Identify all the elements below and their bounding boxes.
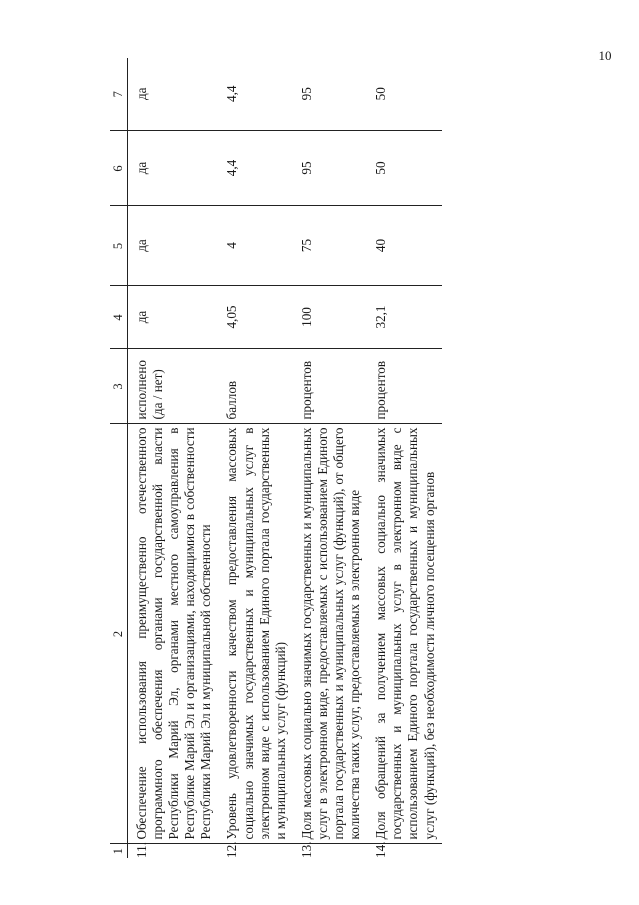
unit-cell: исполнено (да / нет) [128, 349, 219, 424]
unit-cell: процентов [367, 349, 441, 424]
column-header: 6 [110, 131, 128, 206]
indicator-description: Уровень удовлетворенности качеством предоставления массовых социально значимых государственных и муниципальных услуг в электронном виде с использованием Единого портала государственных и муниципальных услуг (функций) [218, 424, 292, 844]
value-cell: 95 [293, 131, 367, 206]
column-header: 4 [110, 286, 128, 349]
value-cell: 75 [293, 206, 367, 286]
value-cell: 40 [367, 206, 441, 286]
value-cell: да [128, 286, 219, 349]
value-cell: да [128, 206, 219, 286]
rotated-table-container [110, 58, 630, 858]
row-number: 11. [134, 842, 149, 858]
value-cell: 50 [367, 58, 441, 131]
column-header: 7 [110, 58, 128, 131]
row-number: 13. [298, 841, 314, 858]
row-number: 14. [373, 841, 389, 858]
value-cell: 32,1 [367, 286, 441, 349]
column-header: 3 [110, 349, 128, 424]
indicator-description: Доля обращений за получением массовых социально значимых государственных и муниципальных услуг в электронном виде с использованием Единого портала государственных и муниципальных услуг (функций), без необходимости личного посещения органов [367, 424, 441, 844]
value-cell: да [128, 58, 219, 131]
value-cell: 95 [293, 58, 367, 131]
table-header-row [110, 58, 128, 858]
value-cell: 4,05 [218, 286, 292, 349]
table-row [218, 58, 292, 858]
indicator-description: Обеспечение использования преимущественно отечественного программного обеспечения органами государственной власти Республики Марий Эл, органами местного самоуправления в Республике Марий Эл и организациями, находящимися в собственности Республики Марий Эл и муниципальной собственности [128, 424, 219, 844]
indicators-table [110, 58, 442, 858]
value-cell: 50 [367, 131, 441, 206]
table-row [293, 58, 367, 858]
column-header: 1 [110, 844, 128, 858]
column-header: 2 [110, 424, 128, 844]
unit-cell: процентов [293, 349, 367, 424]
row-number: 12. [224, 841, 240, 858]
table-row [128, 58, 219, 858]
table-row [367, 58, 441, 858]
value-cell: 100 [293, 286, 367, 349]
indicator-description: Доля массовых социально значимых государственных и муниципальных услуг в электронном виде, предоставляемых с использованием Единого портала государственных и муниципальных услуг (функций), от общего количества таких услуг, предоставляемых в электронном виде [293, 424, 367, 844]
value-cell: да [128, 131, 219, 206]
page-number: 10 [598, 48, 612, 63]
unit-cell: баллов [218, 349, 292, 424]
column-header: 5 [110, 206, 128, 286]
value-cell: 4,4 [218, 131, 292, 206]
value-cell: 4,4 [218, 58, 292, 131]
value-cell: 4 [218, 206, 292, 286]
